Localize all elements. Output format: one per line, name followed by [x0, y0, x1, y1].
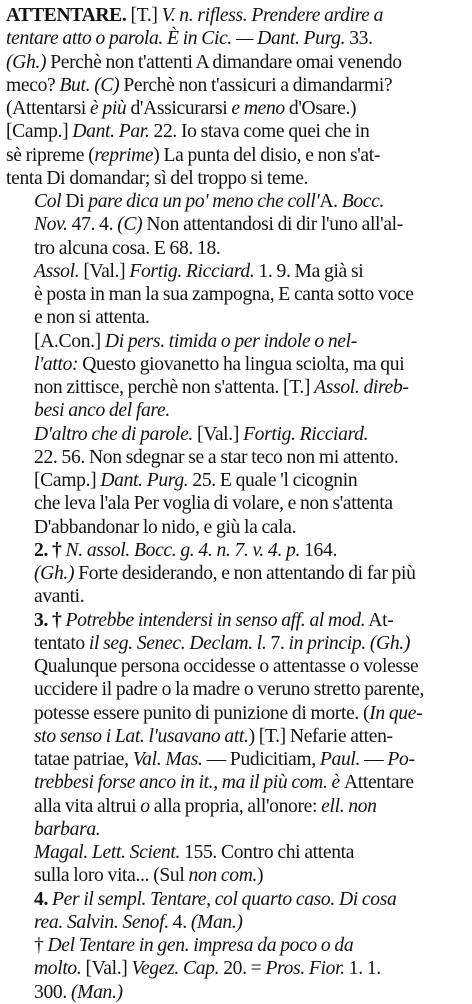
italic-run: reprime [94, 144, 154, 166]
text-line [6, 911, 466, 934]
text-run: Qualunque persona occidesse o attentasse o volesse [34, 656, 419, 677]
text-line [6, 771, 466, 794]
text-line [6, 492, 466, 515]
text-line [6, 260, 466, 283]
italic-run: Magal. Lett. Scient. [34, 842, 181, 863]
text-line [6, 818, 466, 841]
text-line [6, 469, 466, 492]
italic-run: è più [90, 98, 127, 119]
text-run: [Val.] [192, 423, 244, 445]
headword-or-sense-marker: 2. † [34, 539, 66, 561]
italic-run: (Man.) [70, 981, 123, 1003]
entry-paragraph-assol-fortig [6, 260, 466, 330]
entry-paragraph-del-tentare [6, 934, 466, 1004]
text-line [6, 609, 466, 632]
dictionary-entry-attentare [6, 4, 466, 1004]
text-run: [T.] [126, 5, 162, 26]
text-line [6, 4, 466, 27]
italic-run: Col [34, 191, 62, 212]
text-run: avanti. [34, 586, 85, 608]
italic-run: è [327, 772, 344, 794]
text-run: ) La punta del disio, e non s'at- [153, 144, 381, 166]
text-run: [Val.] [81, 958, 132, 980]
text-run: 4. [168, 911, 191, 933]
text-line [6, 27, 466, 50]
italic-run: o [140, 795, 150, 817]
entry-paragraph-col-di-pare [6, 190, 466, 260]
text-run: 7. [266, 632, 289, 654]
italic-run: rea. Salvin. Senof. [34, 911, 169, 933]
italic-run: Assol. [34, 260, 80, 282]
text-line [6, 353, 466, 376]
italic-run: trebbesi forse anco in it., ma il più com. [34, 772, 328, 794]
italic-run: But. (C) [59, 74, 120, 96]
text-run: tatae patriae, [34, 749, 133, 770]
italic-run: (Gh.) [34, 563, 75, 584]
text-line [6, 51, 466, 74]
text-run: 1. 9. Ma già si [254, 260, 364, 282]
italic-run: V. n. rifless. Prendere ardire a [161, 5, 384, 26]
text-run: 25. E quale 'l cicognin [188, 470, 358, 491]
text-line [6, 748, 466, 771]
text-run: Forte desiderando, e non attentando di far più [74, 563, 416, 584]
text-line [6, 446, 466, 469]
italic-run: Dant. Purg. [100, 470, 189, 491]
text-run: — Pudicitiam, [202, 749, 320, 770]
text-run: At- [365, 609, 394, 631]
text-run: 22. 56. Non sdegnar se a star teco non mi attento. [34, 446, 399, 468]
italic-run: Pros. Fior. [265, 958, 345, 980]
text-run: sè ripreme ( [6, 144, 95, 166]
italic-run: Dant. Par. [72, 121, 150, 143]
text-run: d'Osare.) [284, 98, 357, 119]
text-line [6, 585, 466, 608]
entry-paragraph-daltro [6, 423, 466, 470]
text-run: Perchè non t'assicuri a dimandarmi? [119, 74, 393, 96]
text-run: alla propria, all'onore: [149, 795, 322, 817]
headword-or-sense-marker: 4. [34, 888, 53, 910]
text-run: 47. 4. [67, 214, 118, 236]
italic-run: tentare atto o parola. È in Cic. — Dant. Purg. [6, 28, 346, 50]
italic-run: Per il sempl. Tentare, col quarto caso. Di cosa [52, 888, 397, 910]
italic-run: Del Tentare in gen. impresa da poco o da [47, 935, 354, 956]
text-run: che leva l'ala Per voglia di volare, e non s'attenta [34, 493, 393, 515]
text-line [6, 632, 466, 655]
entry-paragraph-sense-3 [6, 609, 466, 842]
text-line [6, 144, 466, 167]
italic-run: (C) [117, 214, 143, 236]
text-line [6, 74, 466, 97]
text-line [6, 888, 466, 911]
text-run: tenta Di domandar; sì del troppo si teme. [6, 167, 309, 189]
text-run: 22. Io stava come quei che in [149, 121, 370, 143]
headword-or-sense-marker: 3. † [34, 609, 66, 631]
text-run: 1. 1. [344, 958, 381, 980]
text-run: Non attentandosi di dir l'uno all'al- [142, 214, 403, 236]
italic-run: barbara. [34, 818, 101, 840]
text-run: 164. [300, 539, 338, 561]
text-line [6, 213, 466, 236]
text-run: e non si attenta. [34, 307, 150, 329]
italic-run: Fortig. Ricciard. [129, 260, 255, 282]
text-line [6, 539, 466, 562]
italic-run: D'altro che di parole. [34, 423, 193, 445]
italic-run: Val. Mas. [132, 749, 203, 770]
text-run: [Camp.] [34, 470, 101, 491]
italic-run: Assol. direb- [314, 377, 409, 398]
headword-or-sense-marker: ATTENTARE. [6, 5, 127, 26]
italic-run: (Gh.) [6, 51, 47, 73]
text-line [6, 841, 466, 864]
text-line [6, 725, 466, 748]
text-run: 155. Contro chi attenta [180, 842, 355, 863]
italic-run: il seg. Senec. Declam. l. [88, 632, 267, 654]
text-run: [A.Con.] [34, 330, 105, 352]
entry-paragraph-camp-purg [6, 469, 466, 539]
text-line [6, 120, 466, 143]
text-line [6, 167, 466, 190]
text-run: 20. = [219, 958, 266, 980]
text-run: [Val.] [79, 260, 130, 282]
italic-run: Bocc. [341, 191, 385, 212]
text-line [6, 237, 466, 260]
text-line [6, 399, 466, 422]
italic-run: e meno [231, 98, 285, 119]
text-run: potesse essere punito di punizione di morte. ( [34, 702, 370, 724]
italic-run: (Man.) [190, 911, 243, 933]
text-line [6, 562, 466, 585]
text-run: non zittisce, perchè non s'attenta. [T.] [34, 377, 315, 398]
text-run: ) [257, 865, 264, 887]
text-line [6, 306, 466, 329]
italic-run: pare dica un po' meno che coll' [88, 191, 320, 212]
entry-paragraph-sense-4 [6, 888, 466, 935]
italic-run: Po- [387, 749, 415, 770]
text-line [6, 981, 466, 1004]
text-line [6, 423, 466, 446]
italic-run: Vegez. Cap. [131, 958, 220, 980]
text-line [6, 330, 466, 353]
text-run: — [360, 749, 388, 770]
text-run: A. [319, 191, 342, 212]
text-line [6, 678, 466, 701]
text-run: 300. [34, 981, 71, 1003]
text-run: sulla loro vita... (Sul [34, 865, 189, 887]
text-line [6, 702, 466, 725]
text-line [6, 795, 466, 818]
entry-paragraph-definition [6, 4, 466, 190]
text-line [6, 864, 466, 887]
italic-run: Di pers. timida o per indole o nel- [104, 330, 357, 352]
entry-paragraph-acon [6, 330, 466, 423]
text-run: Attentare [343, 772, 414, 794]
entry-paragraph-magal [6, 841, 466, 888]
text-run: meco? [6, 74, 60, 96]
text-run: d'Assicurarsi [126, 98, 232, 119]
italic-run: Potrebbe intendersi in senso aff. al mod. [65, 609, 366, 631]
italic-run: ell. non [321, 795, 377, 817]
italic-run: Fortig. Ricciard. [243, 423, 369, 445]
text-run: uccidere il padre o la madre o veruno stretto parente, [34, 679, 425, 701]
text-run: tro alcuna cosa. E 68. 18. [34, 237, 221, 259]
italic-run: In que- [369, 702, 423, 724]
text-run: † [34, 935, 48, 956]
text-line [6, 283, 466, 306]
italic-run: in princip. (Gh.) [288, 632, 411, 654]
italic-run: Nov. [34, 214, 68, 236]
text-line [6, 655, 466, 678]
italic-run: besi anco del fare. [34, 400, 170, 422]
text-run: ) [T.] Nefarie atten- [248, 725, 393, 747]
text-run: alla vita altrui [34, 795, 141, 817]
entry-paragraph-sense-2 [6, 539, 466, 609]
text-line [6, 957, 466, 980]
italic-run: non com. [188, 865, 258, 887]
italic-run: sto senso i Lat. l'usavano att. [34, 725, 249, 747]
text-run: Questo giovanetto ha lingua sciolta, ma qui [78, 353, 405, 375]
italic-run: l'atto: [34, 353, 79, 375]
text-run: Di [61, 191, 89, 212]
italic-run: molto. [34, 958, 82, 980]
text-run: [Camp.] [6, 121, 73, 143]
text-run: tentato [34, 632, 89, 654]
italic-run: Paul. [319, 749, 361, 770]
text-line [6, 934, 466, 957]
text-run: 33. [345, 28, 373, 50]
text-line [6, 376, 466, 399]
text-run: Perchè non t'attenti A dimandare omai venendo [46, 51, 402, 73]
text-run: (Attentarsi [6, 98, 90, 119]
text-run: D'abbandonar lo nido, e giù la cala. [34, 516, 297, 538]
text-run: è posta in man la sua zampogna, E canta sotto voce [34, 284, 414, 305]
text-line [6, 190, 466, 213]
text-line [6, 97, 466, 120]
italic-run: N. assol. Bocc. g. 4. n. 7. v. 4. p. [65, 539, 301, 561]
text-line [6, 516, 466, 539]
